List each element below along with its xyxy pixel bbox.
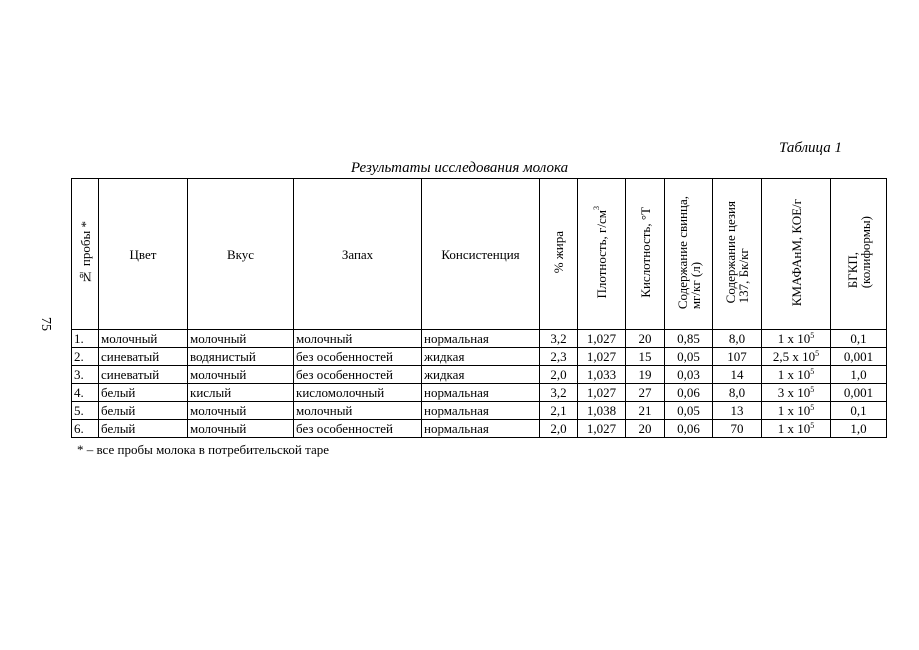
table-row bbox=[72, 348, 887, 366]
cell-number: 4. bbox=[72, 384, 99, 402]
cell-acidity: 15 bbox=[626, 348, 665, 366]
cell-consistency: жидкая bbox=[422, 366, 540, 384]
cell-color: синеватый bbox=[99, 366, 188, 384]
cell-color: белый bbox=[99, 402, 188, 420]
cell-fat: 3,2 bbox=[540, 384, 578, 402]
table-row bbox=[72, 384, 887, 402]
cell-fat: 2,3 bbox=[540, 348, 578, 366]
cell-density: 1,033 bbox=[578, 366, 626, 384]
cell-color: молочный bbox=[99, 330, 188, 348]
footnote: * – все пробы молока в потребительской таре bbox=[77, 442, 329, 457]
cell-number: 2. bbox=[72, 348, 99, 366]
cell-acidity: 20 bbox=[626, 420, 665, 438]
cell-cesium: 14 bbox=[713, 366, 762, 384]
cell-lead: 0,06 bbox=[665, 384, 713, 402]
cell-consistency: нормальная bbox=[422, 402, 540, 420]
cell-fat: 2,1 bbox=[540, 402, 578, 420]
cell-smell: без особенностей bbox=[294, 420, 422, 438]
cell-lead: 0,05 bbox=[665, 348, 713, 366]
cell-density: 1,027 bbox=[578, 420, 626, 438]
header-taste: Вкус bbox=[188, 179, 294, 330]
header-fat: % жира bbox=[540, 179, 578, 330]
header-acidity: Кислотность, °Т bbox=[626, 179, 665, 330]
cell-taste: молочный bbox=[188, 330, 294, 348]
cell-bgkp: 0,001 bbox=[831, 348, 887, 366]
cell-kmafanm: 3 х $10^5$ bbox=[762, 384, 831, 402]
table-row bbox=[72, 366, 887, 384]
header-row bbox=[72, 179, 887, 330]
table-row bbox=[72, 420, 887, 438]
cell-density: 1,027 bbox=[578, 330, 626, 348]
cell-kmafanm: 1 х $10^5$ bbox=[762, 420, 831, 438]
header-density: Плотность, $г/см^3$ bbox=[578, 179, 626, 330]
header-cesium: Содержание цезия 137, Бк/кг bbox=[713, 179, 762, 330]
table-row bbox=[72, 402, 887, 420]
cell-cesium: 70 bbox=[713, 420, 762, 438]
header-lead: Содержание свинца, мг/кг (л) bbox=[665, 179, 713, 330]
cell-fat: 2,0 bbox=[540, 420, 578, 438]
cell-bgkp: 1,0 bbox=[831, 420, 887, 438]
cell-fat: 2,0 bbox=[540, 366, 578, 384]
cell-kmafanm: 1 х $10^5$ bbox=[762, 366, 831, 384]
cell-taste: кислый bbox=[188, 384, 294, 402]
cell-smell: без особенностей bbox=[294, 348, 422, 366]
cell-kmafanm: 2,5 х $10^5$ bbox=[762, 348, 831, 366]
cell-kmafanm: 1 х $10^5$ bbox=[762, 330, 831, 348]
cell-consistency: нормальная bbox=[422, 384, 540, 402]
header-sample-number: № пробы * bbox=[72, 179, 99, 330]
header-kmafanm: КМАФАнМ, КОЕ/г bbox=[762, 179, 831, 330]
cell-color: белый bbox=[99, 420, 188, 438]
cell-consistency: жидкая bbox=[422, 348, 540, 366]
cell-color: синеватый bbox=[99, 348, 188, 366]
cell-smell: молочный bbox=[294, 330, 422, 348]
table-caption: Результаты исследования молока bbox=[350, 160, 569, 176]
page-number: 75 bbox=[38, 317, 53, 331]
cell-taste: молочный bbox=[188, 420, 294, 438]
cell-number: 6. bbox=[72, 420, 99, 438]
cell-number: 1. bbox=[72, 330, 99, 348]
cell-consistency: нормальная bbox=[422, 420, 540, 438]
cell-kmafanm: 1 х $10^5$ bbox=[762, 402, 831, 420]
cell-acidity: 27 bbox=[626, 384, 665, 402]
table-label: Таблица 1 bbox=[779, 140, 842, 156]
cell-lead: 0,06 bbox=[665, 420, 713, 438]
cell-acidity: 19 bbox=[626, 366, 665, 384]
cell-smell: без особенностей bbox=[294, 366, 422, 384]
header-bgkp: БГКП, (колиформы) bbox=[831, 179, 887, 330]
milk-results-table bbox=[71, 178, 887, 438]
cell-cesium: 107 bbox=[713, 348, 762, 366]
cell-density: 1,027 bbox=[578, 348, 626, 366]
header-color: Цвет bbox=[99, 179, 188, 330]
cell-number: 3. bbox=[72, 366, 99, 384]
cell-density: 1,027 bbox=[578, 384, 626, 402]
cell-cesium: 8,0 bbox=[713, 384, 762, 402]
table-row bbox=[72, 330, 887, 348]
cell-consistency: нормальная bbox=[422, 330, 540, 348]
cell-acidity: 20 bbox=[626, 330, 665, 348]
cell-taste: молочный bbox=[188, 402, 294, 420]
cell-cesium: 8,0 bbox=[713, 330, 762, 348]
cell-density: 1,038 bbox=[578, 402, 626, 420]
cell-bgkp: 1,0 bbox=[831, 366, 887, 384]
cell-taste: молочный bbox=[188, 366, 294, 384]
cell-fat: 3,2 bbox=[540, 330, 578, 348]
header-consistency: Консистенция bbox=[422, 179, 540, 330]
cell-lead: 0,85 bbox=[665, 330, 713, 348]
cell-bgkp: 0,1 bbox=[831, 402, 887, 420]
cell-smell: молочный bbox=[294, 402, 422, 420]
cell-number: 5. bbox=[72, 402, 99, 420]
cell-lead: 0,03 bbox=[665, 366, 713, 384]
cell-taste: водянистый bbox=[188, 348, 294, 366]
cell-color: белый bbox=[99, 384, 188, 402]
cell-smell: кисломолочный bbox=[294, 384, 422, 402]
cell-bgkp: 0,1 bbox=[831, 330, 887, 348]
cell-bgkp: 0,001 bbox=[831, 384, 887, 402]
cell-lead: 0,05 bbox=[665, 402, 713, 420]
cell-cesium: 13 bbox=[713, 402, 762, 420]
cell-acidity: 21 bbox=[626, 402, 665, 420]
header-smell: Запах bbox=[294, 179, 422, 330]
